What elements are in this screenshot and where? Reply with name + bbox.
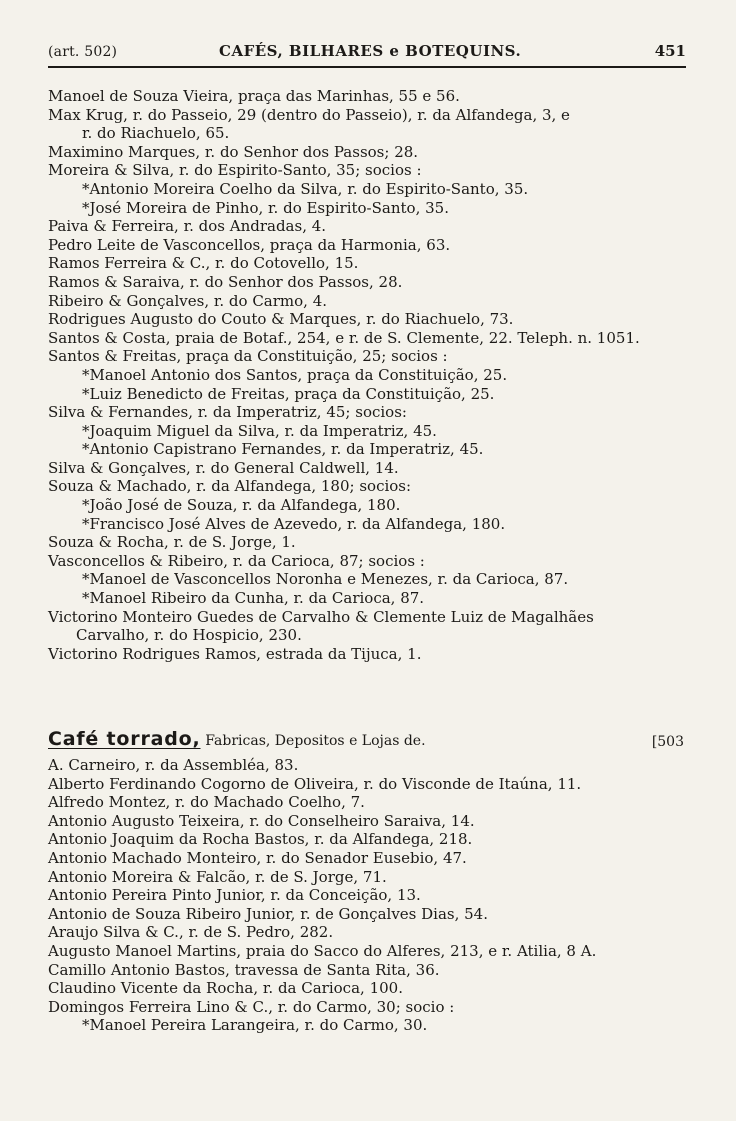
running-title: CAFÉS, BILHARES e BOTEQUINS. (219, 42, 522, 60)
directory-entry: Antonio Augusto Teixeira, r. do Conselheiro Saraiva, 14. (48, 811, 475, 830)
section-heading-cafe-torrado (48, 730, 684, 752)
directory-entry: Santos & Costa, praia de Botaf., 254, e r. de S. Clemente, 22. Teleph. n. 1051. (48, 328, 640, 347)
directory-entry: Victorino Rodrigues Ramos, estrada da Tijuca, 1. (48, 644, 422, 663)
directory-entry: Ribeiro & Gonçalves, r. do Carmo, 4. (48, 291, 328, 310)
directory-entry: r. do Riachuelo, 65. (82, 124, 230, 143)
directory-entry: Camillo Antonio Bastos, travessa de Santa Rita, 36. (48, 960, 440, 979)
directory-entry: *Manoel Antonio dos Santos, praça da Constituição, 25. (82, 365, 508, 384)
directory-entry: Vasconcellos & Ribeiro, r. da Carioca, 87; socios : (48, 551, 425, 570)
directory-entry: *João José de Souza, r. da Alfandega, 180. (82, 496, 401, 515)
directory-entry: Victorino Monteiro Guedes de Carvalho & Clemente Luiz de Magalhães (48, 607, 594, 626)
directory-entry: Maximino Marques, r. do Senhor dos Passos; 28. (48, 142, 419, 161)
directory-entry: Ramos Ferreira & C., r. do Cotovello, 15. (48, 254, 359, 273)
cafes-entry-list (48, 87, 688, 663)
directory-entry: Antonio Moreira & Falcão, r. de S. Jorge, 71. (48, 867, 387, 886)
directory-entry: Rodrigues Augusto do Couto & Marques, r. do Riachuelo, 73. (48, 310, 514, 329)
page-number: 451 (654, 42, 686, 60)
directory-entry: Antonio Joaquim da Rocha Bastos, r. da Alfandega, 218. (48, 830, 473, 849)
directory-entry: Augusto Manoel Martins, praia do Sacco do Alferes, 213, e r. Atilia, 8 A. (48, 941, 597, 960)
directory-entry: Claudino Vicente da Rocha, r. da Carioca, 100. (48, 979, 403, 998)
directory-entry: *Antonio Capistrano Fernandes, r. da Imperatriz, 45. (82, 440, 484, 459)
directory-entry: Pedro Leite de Vasconcellos, praça da Harmonia, 63. (48, 235, 451, 254)
directory-entry: Alberto Ferdinando Cogorno de Oliveira, r. do Visconde de Itaúna, 11. (48, 774, 582, 793)
directory-entry: *Joaquim Miguel da Silva, r. da Imperatriz, 45. (82, 421, 437, 440)
section-title: Café torrado, (48, 728, 201, 750)
directory-entry: Araujo Silva & C., r. de S. Pedro, 282. (48, 923, 334, 942)
directory-entry: Paiva & Ferreira, r. dos Andradas, 4. (48, 217, 327, 236)
directory-entry: *Manoel de Vasconcellos Noronha e Menezes, r. da Carioca, 87. (82, 570, 569, 589)
directory-entry: Moreira & Silva, r. do Espirito-Santo, 35; socios : (48, 161, 422, 180)
section-subtitle: Fabricas, Depositos e Lojas de. (205, 733, 426, 749)
directory-entry: Domingos Ferreira Lino & C., r. do Carmo, 30; socio : (48, 997, 455, 1016)
directory-entry: *Francisco José Alves de Azevedo, r. da Alfandega, 180. (82, 514, 506, 533)
directory-entry: Max Krug, r. do Passeio, 29 (dentro do Passeio), r. da Alfandega, 3, e (48, 105, 570, 124)
directory-entry: A. Carneiro, r. da Assembléa, 83. (48, 756, 299, 774)
directory-entry: *Manoel Pereira Larangeira, r. do Carmo, 30. (82, 1016, 428, 1035)
directory-entry: Santos & Freitas, praça da Constituição, 25; socios : (48, 347, 448, 366)
directory-entry: Alfredo Montez, r. do Machado Coelho, 7. (48, 793, 365, 812)
directory-entry: Antonio Machado Monteiro, r. do Senador Eusebio, 47. (48, 848, 467, 867)
directory-entry: Silva & Fernandes, r. da Imperatriz, 45; socios: (48, 403, 407, 422)
cafe-torrado-entry-list (48, 756, 688, 1035)
directory-entry: *Manoel Ribeiro da Cunha, r. da Carioca, 87. (82, 589, 425, 608)
directory-entry: *José Moreira de Pinho, r. do Espirito-Santo, 35. (82, 198, 449, 217)
section-number: [503 (651, 734, 684, 750)
directory-entry: Carvalho, r. do Hospicio, 230. (76, 626, 302, 645)
article-reference: (art. 502) (48, 44, 118, 60)
directory-entry: Souza & Rocha, r. de S. Jorge, 1. (48, 533, 296, 552)
directory-entry: Manoel de Souza Vieira, praça das Marinhas, 55 e 56. (48, 87, 460, 105)
directory-entry: Ramos & Saraiva, r. do Senhor dos Passos, 28. (48, 272, 403, 291)
directory-entry: Antonio de Souza Ribeiro Junior, r. de Gonçalves Dias, 54. (48, 904, 488, 923)
page-header (48, 42, 686, 68)
directory-entry: Souza & Machado, r. da Alfandega, 180; socios: (48, 477, 412, 496)
directory-entry: Silva & Gonçalves, r. do General Caldwell, 14. (48, 458, 399, 477)
directory-entry: Antonio Pereira Pinto Junior, r. da Conceição, 13. (48, 886, 421, 905)
directory-entry: *Antonio Moreira Coelho da Silva, r. do Espirito-Santo, 35. (82, 179, 529, 198)
directory-entry: *Luiz Benedicto de Freitas, praça da Constituição, 25. (82, 384, 495, 403)
